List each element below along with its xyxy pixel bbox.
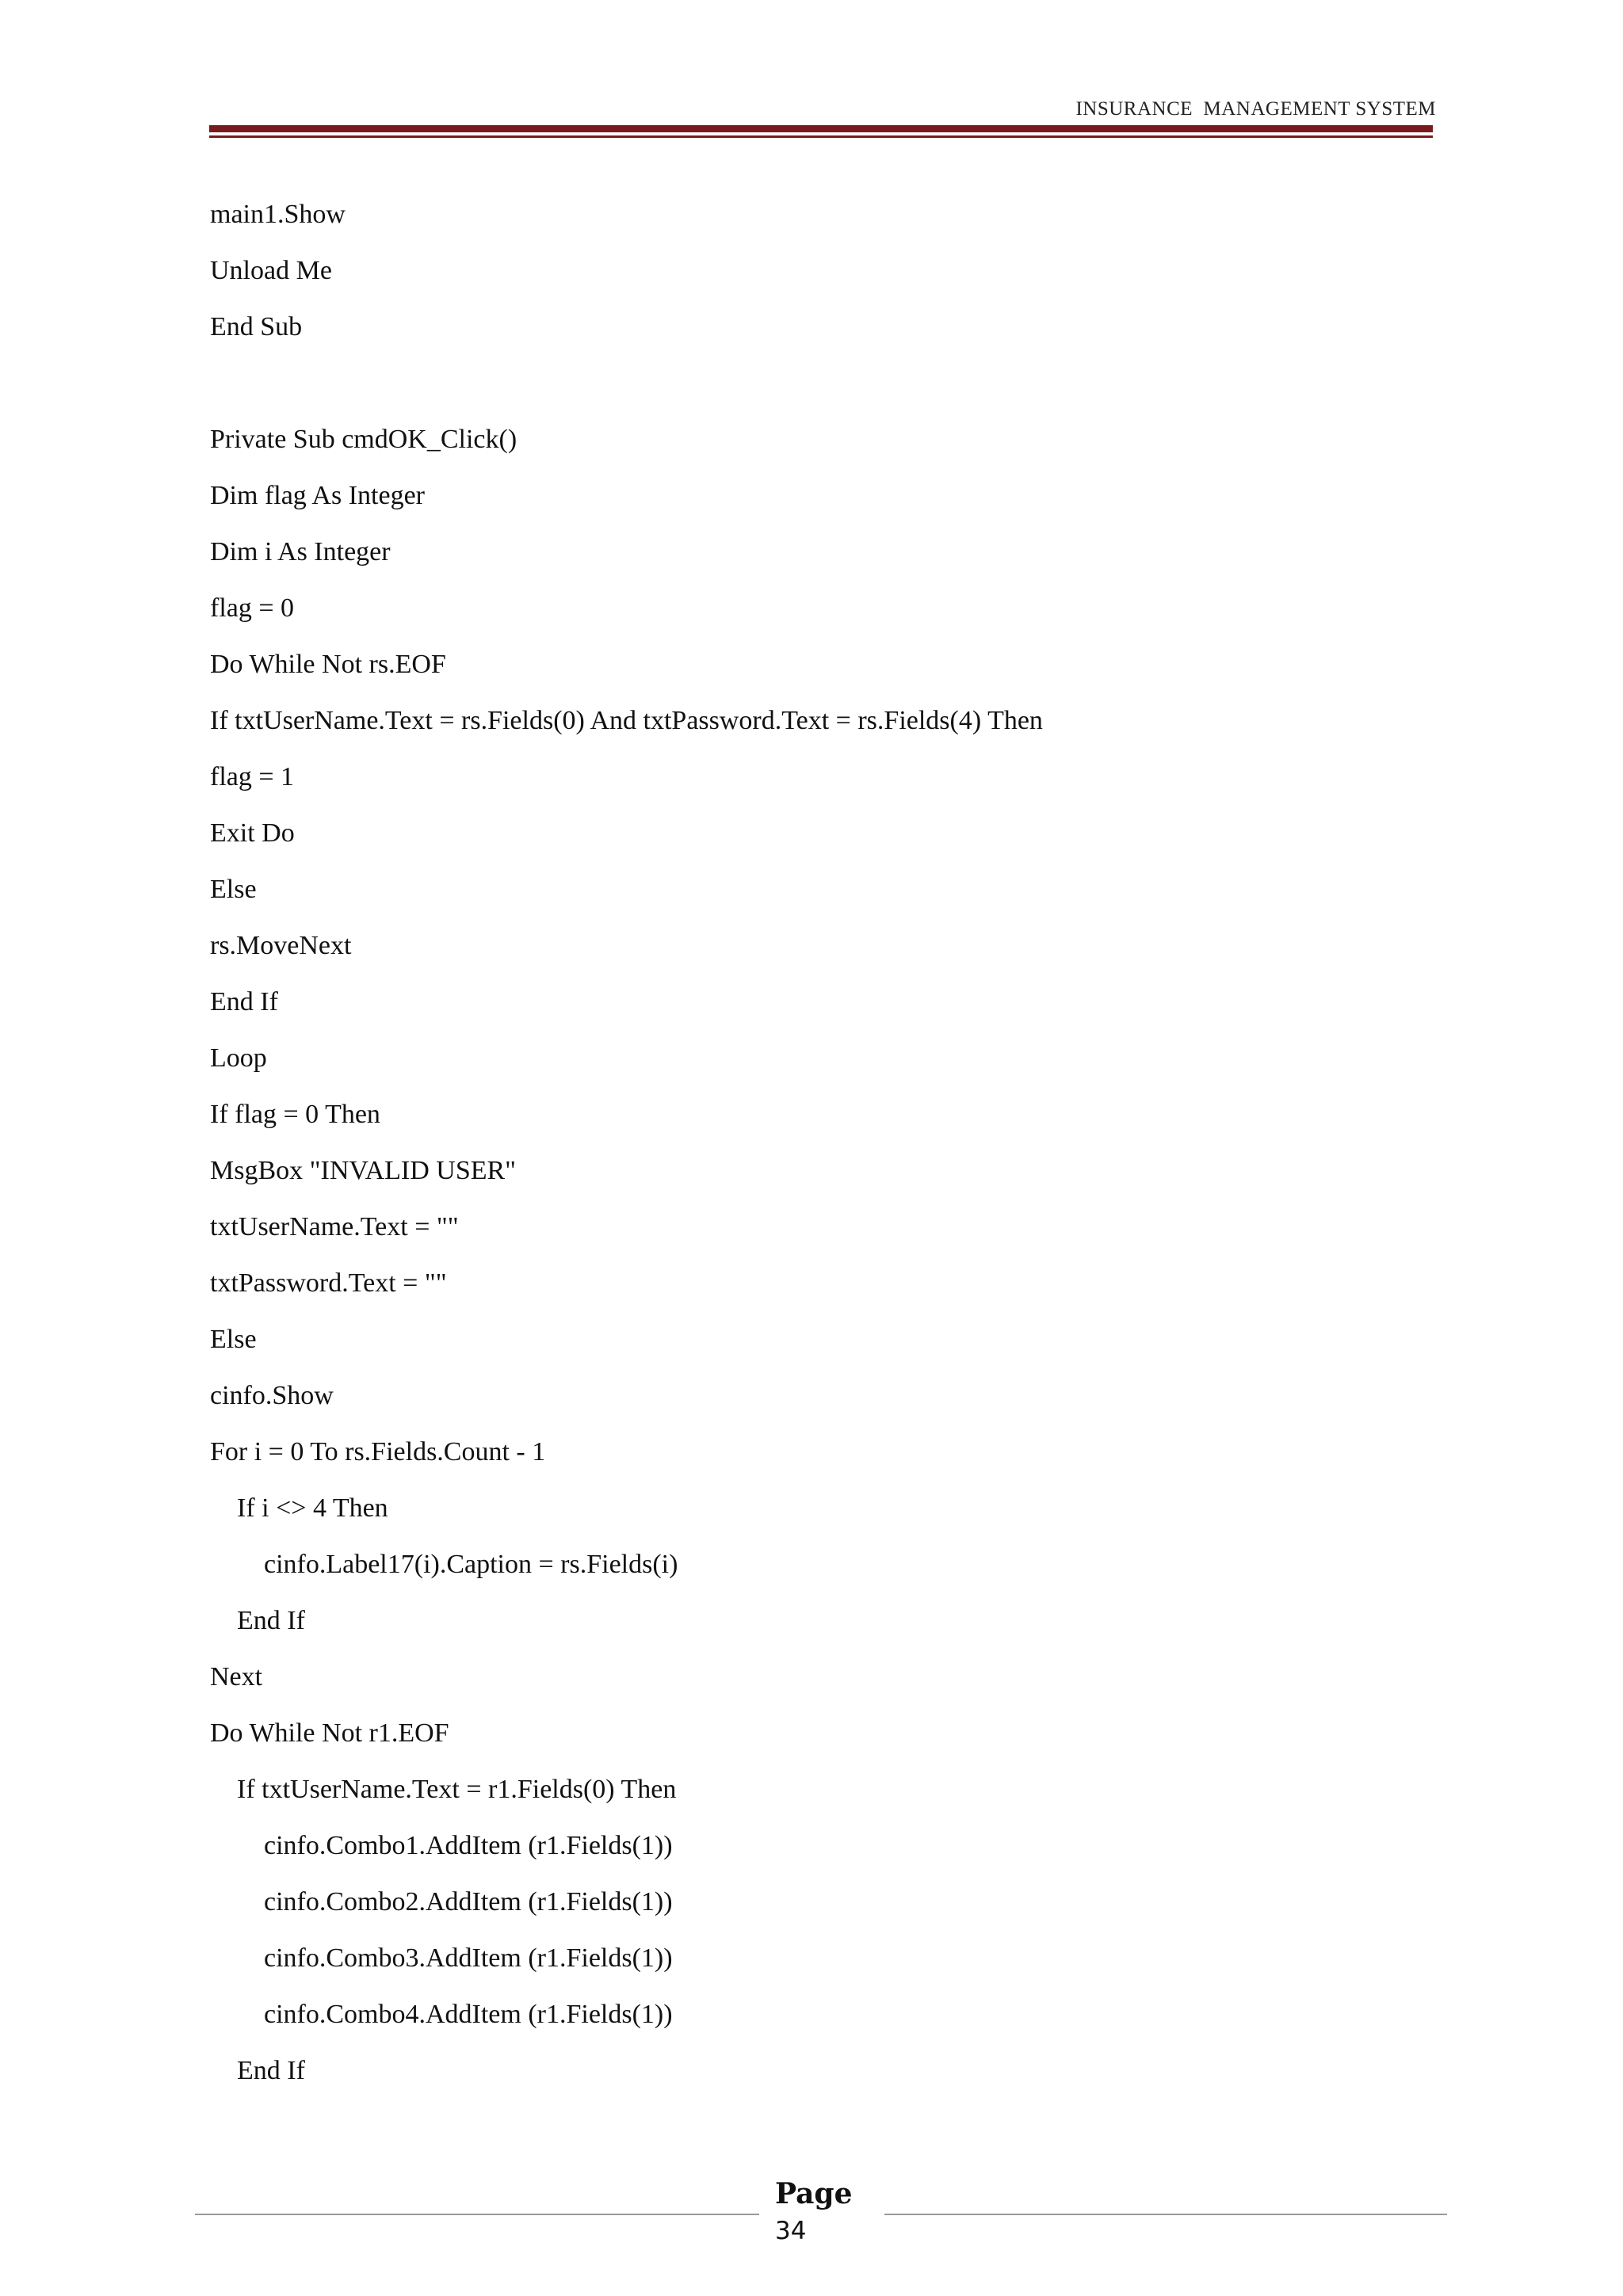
code-line: cinfo.Combo2.AddItem (r1.Fields(1)): [210, 1887, 673, 1917]
code-line: If flag = 0 Then: [210, 1100, 380, 1129]
code-line: txtUserName.Text = "": [210, 1212, 459, 1241]
code-line: MsgBox "INVALID USER": [210, 1156, 517, 1185]
code-line: Unload Me: [210, 256, 332, 285]
code-line: End If: [210, 987, 278, 1016]
page-number: 34: [775, 2217, 807, 2245]
code-line: [210, 363, 1415, 419]
code-line: flag = 1: [210, 762, 295, 791]
code-line: Next: [210, 1662, 263, 1691]
code-line: Exit Do: [210, 818, 295, 848]
code-line: txtPassword.Text = "": [210, 1268, 447, 1298]
page-label: Page: [775, 2177, 853, 2210]
code-listing: [210, 194, 1415, 2107]
code-line: cinfo.Combo3.AddItem (r1.Fields(1)): [210, 1943, 673, 1973]
code-line: End If: [210, 1606, 305, 1635]
header-rule-thin: [209, 135, 1433, 138]
code-line: If i <> 4 Then: [210, 1493, 388, 1523]
code-line: For i = 0 To rs.Fields.Count - 1: [210, 1437, 546, 1466]
code-line: Do While Not rs.EOF: [210, 650, 446, 679]
code-line: Else: [210, 1325, 257, 1354]
code-line: Private Sub cmdOK_Click(): [210, 425, 517, 454]
code-line: cinfo.Combo4.AddItem (r1.Fields(1)): [210, 2000, 673, 2029]
code-line: Do While Not r1.EOF: [210, 1718, 449, 1748]
code-line: main1.Show: [210, 200, 346, 229]
footer-rule-right: [884, 2214, 1447, 2215]
code-line: If txtUserName.Text = rs.Fields(0) And txtPassword.Text = rs.Fields(4) Then: [210, 706, 1043, 735]
footer-rule-left: [195, 2214, 759, 2215]
header-rule: [209, 125, 1433, 132]
code-line: cinfo.Show: [210, 1381, 334, 1410]
code-line: cinfo.Combo1.AddItem (r1.Fields(1)): [210, 1831, 673, 1860]
code-line: Dim i As Integer: [210, 537, 391, 566]
code-line: End If: [210, 2056, 305, 2085]
code-line: Dim flag As Integer: [210, 481, 425, 510]
code-line: If txtUserName.Text = r1.Fields(0) Then: [210, 1775, 677, 1804]
code-line: flag = 0: [210, 593, 295, 623]
code-line: rs.MoveNext: [210, 931, 352, 960]
code-line: Loop: [210, 1043, 267, 1073]
code-line: Else: [210, 875, 257, 904]
header-title: INSURANCE MANAGEMENT SYSTEM: [1075, 98, 1436, 120]
code-line: cinfo.Label17(i).Caption = rs.Fields(i): [210, 1550, 678, 1579]
code-line: End Sub: [210, 312, 303, 341]
